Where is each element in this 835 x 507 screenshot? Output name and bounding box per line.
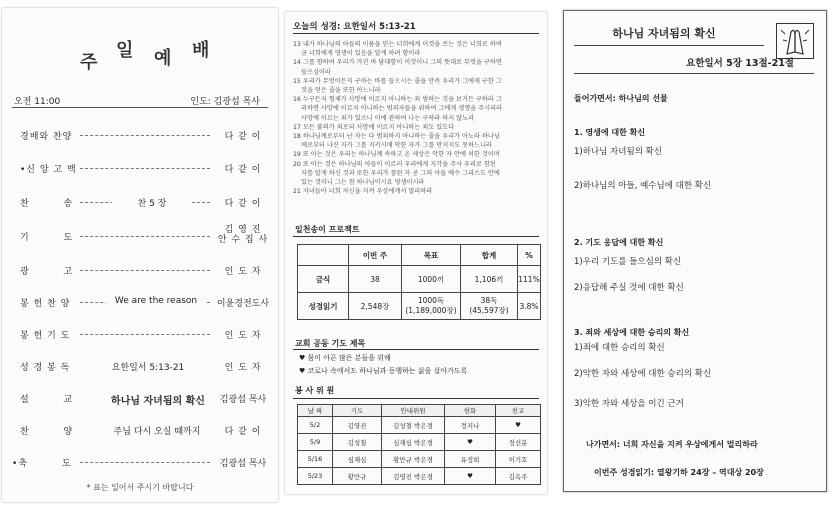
order-item: 찬 송 찬 5 장 다 같 이 (12, 196, 272, 210)
project-table (297, 244, 541, 320)
service-title: 봉 사 위 원 (295, 386, 335, 395)
worship-title (72, 36, 222, 76)
table-row: 5/23 황만규 김영진 박은경 ♥ 김옥주 (298, 468, 541, 485)
verse-line: 16 누구든지 형제가 사망에 이르지 아니하는 죄 범하는 것을 보거든 구하라 그 (293, 96, 502, 104)
prayer-leader-line: 안 수 집 사 (217, 235, 269, 245)
next-reading: 이번주 성경읽기: 열왕기하 24장 – 역대상 20장 (594, 468, 764, 477)
info-panel (285, 12, 547, 494)
sermon-subpoint: 2)악한 자와 세상에 대한 승리의 확신 (574, 369, 712, 379)
project-title: 일천송이 프로젝트 (295, 225, 360, 234)
verse-line: 15 우리가 무엇이든지 구하는 바를 들으시는 줄을 안즉 우리가 그에게 구한 그 (293, 77, 502, 85)
divider (293, 349, 539, 350)
verse-line: 있는 것이니 그는 참 하나님이시요 영생이시라 (301, 179, 425, 187)
table-row: 금식 38 1000끼 1,106끼 111% (298, 266, 541, 293)
sermon-subpoint: 1)하나님 자녀됨의 확신 (574, 147, 663, 157)
worship-title-char: 배 (192, 40, 210, 61)
sermon-panel (563, 10, 827, 492)
verse-line: 18 하나님께로부터 난 자는 다 범죄하지 아니하는 줄을 우리가 아노라 하나님 (293, 133, 500, 141)
worship-title-char: 주 (80, 52, 98, 73)
order-item: 찬 양 주님 다시 오실 때까지 다 같 이 (12, 424, 272, 438)
divider (12, 107, 268, 108)
prayer-leader-line: 김 영 진 (224, 225, 262, 235)
worship-title-char: 일 (116, 40, 134, 61)
table-row: 5/16 심재심 황만규 박은경 유정희 이기호 (298, 451, 541, 468)
table-header-row: 이번 주 목표 합계 % (298, 245, 541, 266)
table-header-row: 날 짜 기도 안내위원 헌화 친교 (298, 405, 541, 417)
sermon-subpoint: 3)악한 자와 세상을 이긴 근거 (574, 399, 684, 409)
order-item: 경배와 찬양 다 같 이 (20, 132, 262, 142)
table-row: 성경읽기 2,548장 1000독 (1,189,000장) 38독 (45,597장) 3.8% (298, 293, 541, 320)
sermon-point-heading: 1. 영생에 대한 확신 (574, 128, 646, 137)
sermon-reference: 요한일서 5장 13절-21절 (686, 58, 794, 69)
prayer-title: 교회 공동 기도 제목 (295, 339, 366, 348)
verse-line: 금 너희에게 영생이 있음을 알게 하려 함이라 (301, 50, 421, 58)
order-item: •신 앙 고 백 다 같 이 (20, 165, 262, 175)
order-item: 봉 헌 기 도 인 도 자 (20, 331, 262, 341)
divider (574, 45, 764, 46)
service-leader: 인도: 김광섭 목사 (190, 97, 260, 107)
sermon-closing: 나가면서: 너희 자신을 지켜 우상에게서 멀리하라 (586, 440, 758, 449)
divider (574, 73, 814, 74)
verse-line: 14 그를 향하여 우리가 가진 바 담대함이 이것이니 그의 뜻대로 무엇을 구하면 (293, 59, 502, 67)
verse-line: 것을 얻은 줄을 또한 아느니라 (301, 87, 381, 95)
prayer-item: ♥ 코로나 속에서도 하나님과 동행하는 삶을 살아가도록 (299, 367, 468, 375)
scripture-text (293, 40, 541, 196)
sermon-subpoint: 2)하나님의 아들, 예수님에 대한 확신 (574, 181, 712, 191)
order-item: 성 경 봉 독 요한일서 5:13-21 인 도 자 (12, 360, 272, 374)
sermon-subpoint: 2)응답해 주실 것에 대한 확신 (574, 283, 684, 293)
table-row: 5/2 김영진 김성철 박은경 정지나 ♥ (298, 417, 541, 434)
praying-hands-icon (776, 23, 814, 59)
verse-line: 13 내가 하나님의 아들의 이름을 믿는 너희에게 이것을 쓰는 것은 너희로 하여 (293, 41, 502, 48)
worship-title-char: 예 (154, 48, 172, 69)
divider (293, 33, 539, 34)
service-time: 오전 11:00 (14, 97, 61, 107)
verse-line: 리하면 사망에 이르지 아니하는 범죄자들을 위하여 그에게 생명을 주시리라 (301, 105, 503, 113)
sermon-title: 하나님 자녀됨의 확신 (612, 27, 716, 40)
verse-line: 들으심이라 (301, 68, 331, 76)
order-item: 기 도 김 영 진 안 수 집 사 (12, 230, 272, 244)
verse-line: 21 자녀들아 너희 자신을 지켜 우상에게서 멀리하라 (293, 188, 433, 196)
service-meta (14, 94, 266, 106)
table-row: 5/9 김성철 심재심 박은경 ♥ 정선분 (298, 434, 541, 451)
order-item: 봉 헌 찬 양 We are the reason 이윤경전도사 (20, 296, 270, 309)
service-table (297, 404, 541, 485)
divider (293, 236, 539, 237)
verse-line: 께로부터 나신 자가 그를 지키시매 악한 자가 그를 만지지도 못하느니라 (301, 142, 493, 150)
reading-heading: 오늘의 성경: 요한일서 5:13-21 (293, 22, 416, 32)
order-item: •축 도 김광섭 목사 (12, 459, 267, 469)
verse-line: 19 또 아는 것은 우리는 하나님께 속하고 온 세상은 악한 자 안에 처한 것이며 (293, 151, 500, 159)
prayer-item: ♥ 몸이 아픈 많은 분들을 위해 (299, 354, 391, 362)
verse-line: 17 모든 불의가 죄로되 사망에 이르지 아니하는 죄도 있도다 (293, 123, 455, 131)
footnote: * 표는 일어서 주시기 바랍니다 (86, 483, 194, 492)
worship-order-panel (2, 8, 278, 502)
sermon-subpoint: 1)죄에 대한 승리의 확신 (574, 343, 665, 353)
verse-line: 20 또 아는 것은 하나님의 아들이 이르러 우리에게 지각을 주사 우리로 참된 (293, 160, 496, 168)
sermon-intro: 들어가면서: 하나님의 선물 (574, 94, 668, 103)
divider (293, 398, 539, 399)
sermon-point-heading: 3. 죄와 세상에 대한 승리의 확신 (574, 328, 690, 337)
verse-line: 사망에 이르는 죄가 있으니 이에 관하여 나는 구하라 하지 않노라 (301, 114, 475, 122)
order-item: 설 교 하나님 자녀됨의 확신 김광섭 목사 (12, 392, 272, 406)
order-item: 광 고 인 도 자 (20, 267, 262, 277)
sermon-point-heading: 2. 기도 응답에 대한 확신 (574, 238, 664, 247)
prayer-leader (214, 225, 272, 245)
verse-line: 자를 알게 하신 것과 또한 우리가 참된 자 곧 그의 아들 예수 그리스도 안에 (301, 169, 500, 177)
sermon-subpoint: 1)우리 기도를 들으심의 확신 (574, 257, 682, 267)
